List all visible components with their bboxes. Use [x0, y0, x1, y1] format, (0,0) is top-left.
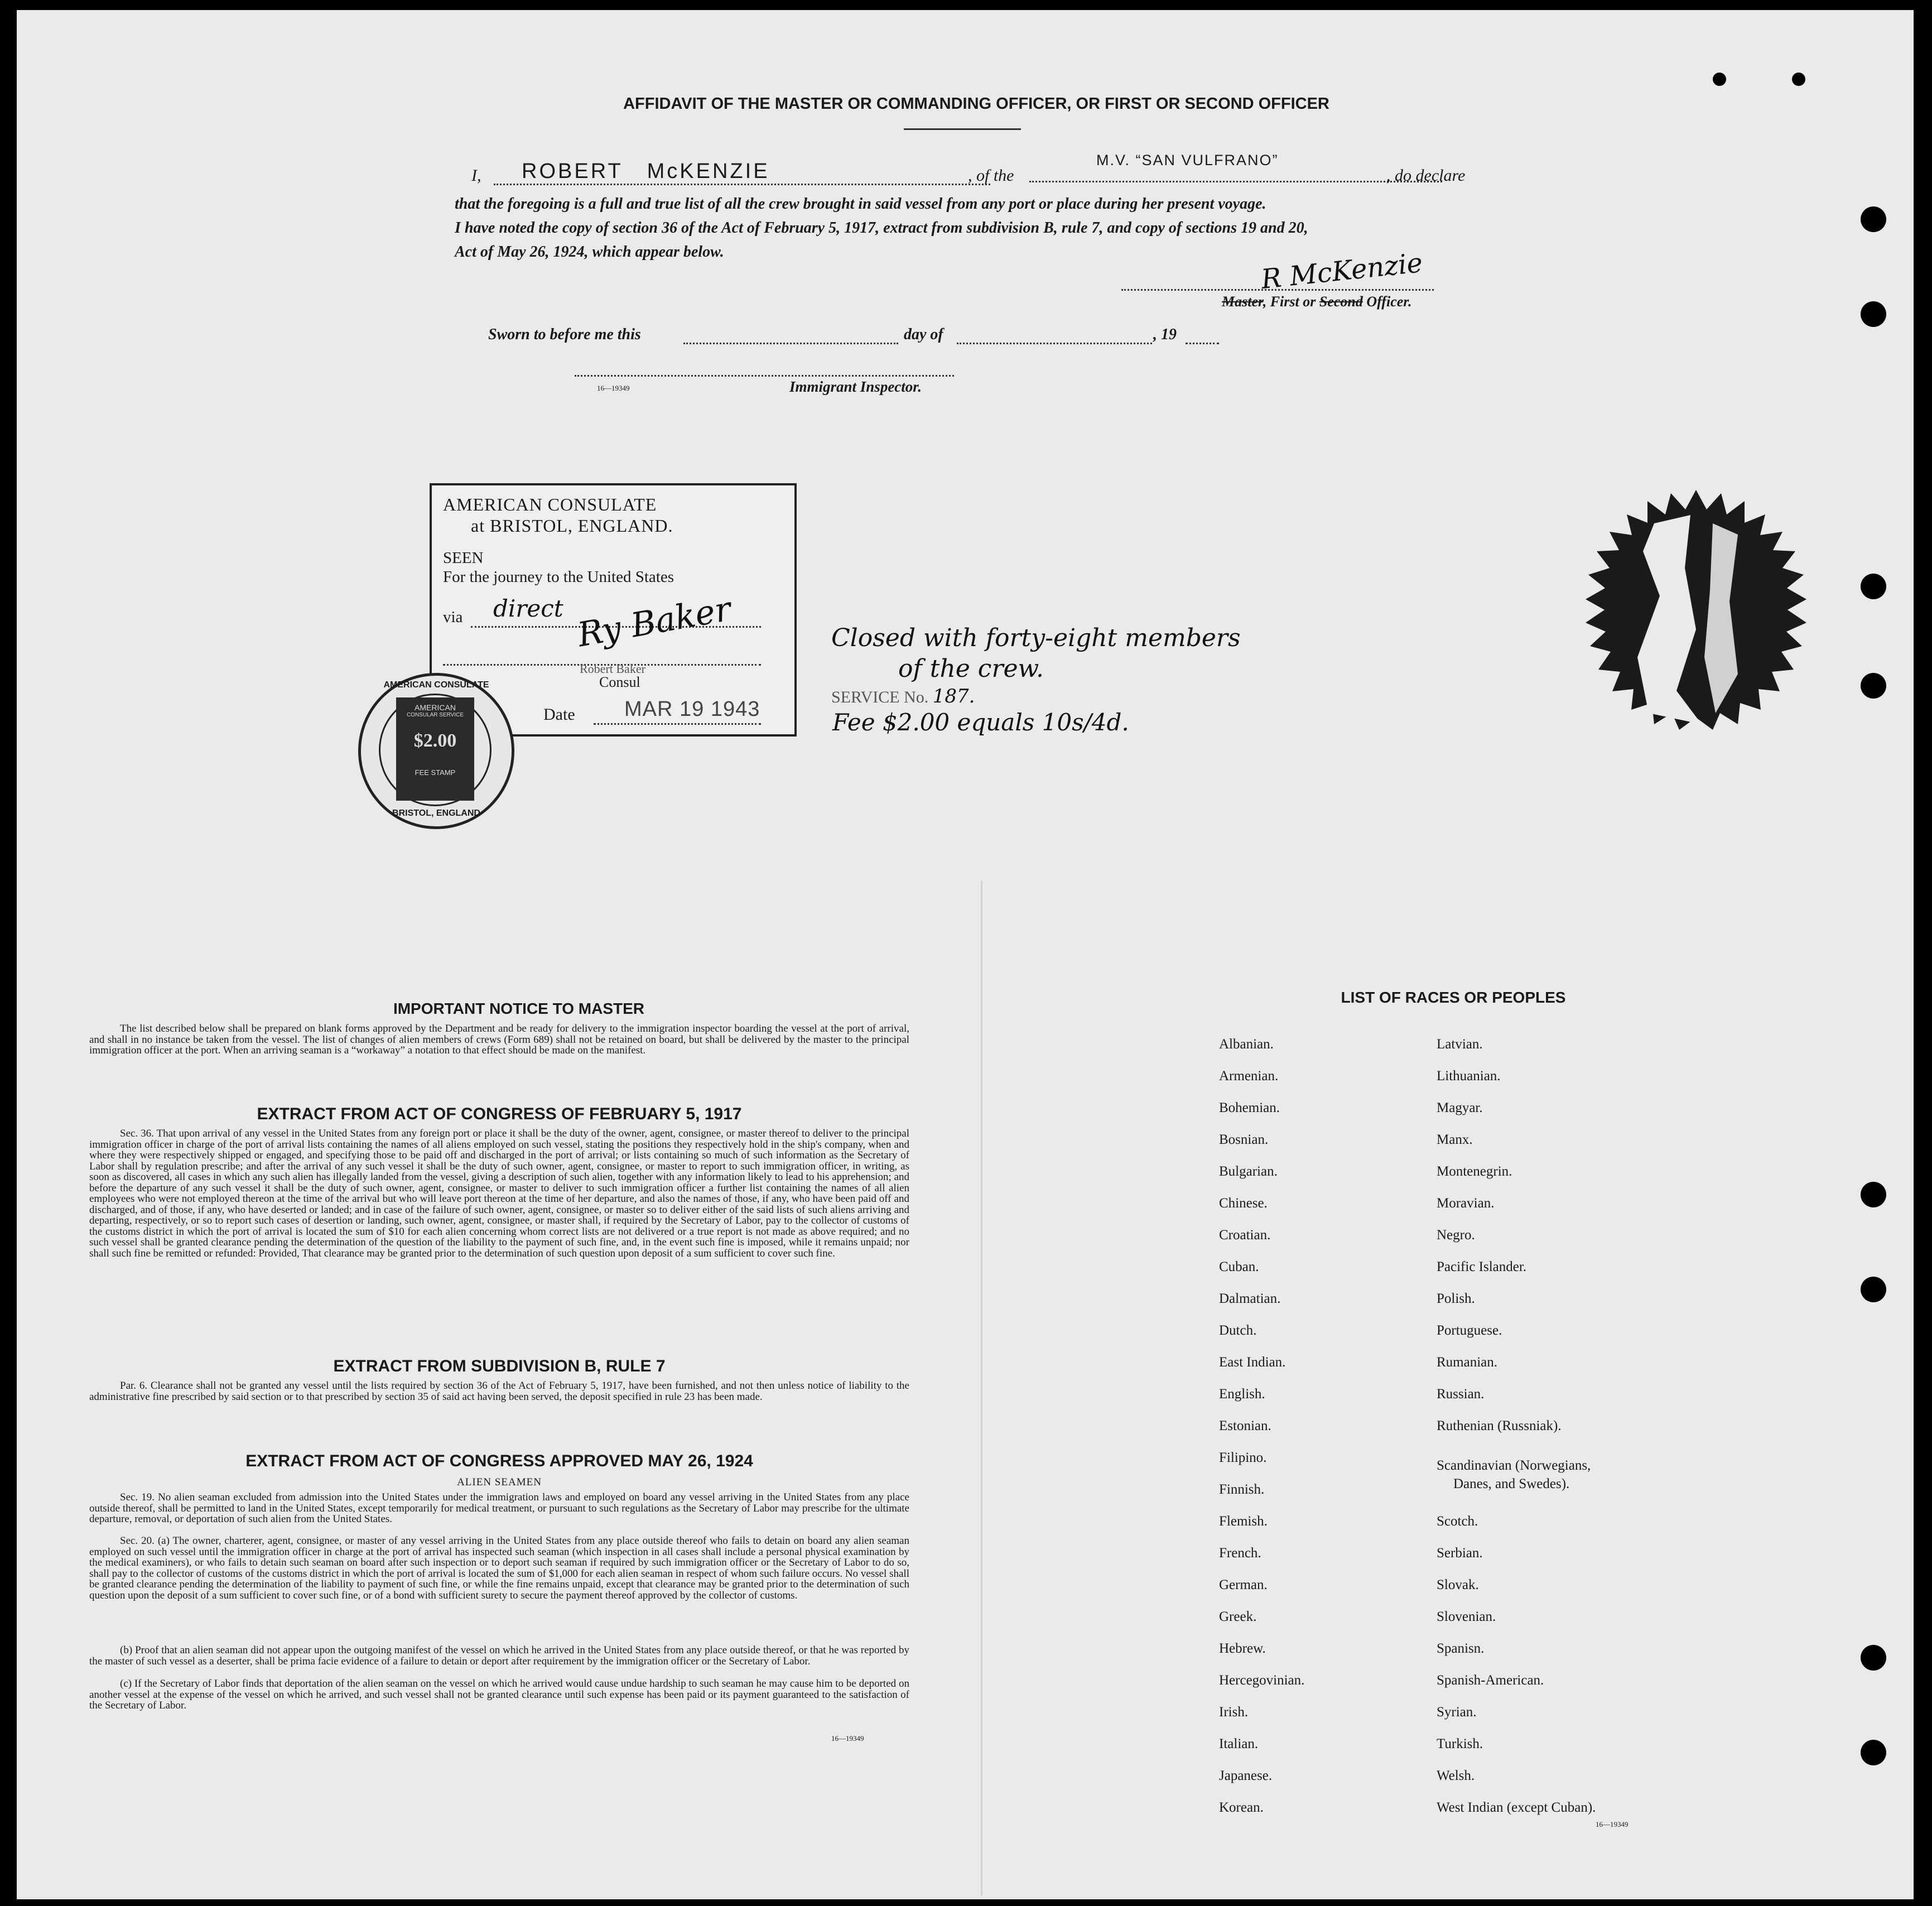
- race-right: Welsh.: [1437, 1768, 1475, 1783]
- officer-name: ROBERT McKENZIE: [494, 160, 990, 185]
- race-right: Spanisn.: [1437, 1641, 1485, 1656]
- races-form-number: 16—19349: [1596, 1820, 1629, 1828]
- sworn-label: Sworn to before me this: [488, 326, 641, 343]
- extract-1924-title: EXTRACT FROM ACT OF CONGRESS APPROVED MAY 26, 1924: [245, 1452, 753, 1470]
- extract-1917-title: EXTRACT FROM ACT OF CONGRESS OF FEBRUARY 5, 1917: [257, 1105, 742, 1123]
- race-right: Slovak.: [1437, 1577, 1479, 1592]
- extract-1924-sec20b: (b) Proof that an alien seaman did not appear upon the outgoing manifest of the vessel on which he arrived in the United States from any place outside thereof, or that he was reported by the master of such vessel as a deserter, shall be prima facie evidence of a failure to detain or deport after requirement by the immigration officer or the Secretary of Labor.: [89, 1644, 909, 1667]
- officer-title-master: Master: [1222, 293, 1263, 310]
- extract-1924-sec20c: (c) If the Secretary of Labor finds that deportation of the alien seaman on the vessel on which he arrived would cause undue hardship to such seaman he may cause him to be deported on another vessel at the expense of the vessel on which he arrived, and such vessel shall not be granted clearance until such expense has been paid or its payment guaranteed to the satisfaction of the Secretary of Labor.: [89, 1678, 909, 1711]
- extract-1924-sec19: Sec. 19. No alien seaman excluded from admission into the United States under the immigration laws and employed on board any vessel arriving in the United States from any place outside thereof, shall be permitted to land in the United States, except temporarily for medical treatment, or pursuant to such regulations as the Secretary of Labor may prescribe for the ultimate departure, removal, or deportation of such alien from the United States.: [89, 1491, 909, 1525]
- race-right: Montenegrin.: [1437, 1164, 1512, 1179]
- race-right: Moravian.: [1437, 1196, 1495, 1211]
- race-right: Polish.: [1437, 1291, 1475, 1306]
- race-right: Rumanian.: [1437, 1355, 1498, 1370]
- do-declare-label: , do declare: [1386, 166, 1466, 185]
- race-left: Bohemian.: [1219, 1100, 1280, 1115]
- race-left: Irish.: [1219, 1705, 1249, 1720]
- via-label: via: [443, 608, 463, 626]
- notice-body: The list described below shall be prepared on blank forms approved by the Department and be ready for delivery to the immigration inspector boarding the vessel at the port of arrival, and shall in no instance be taken from the vessel. The list of changes of alien members of crews (Form 689) shall not be retained on board, but shall be delivered by the master to the principal immigration officer at the port. When an arriving seaman is a “workaway” a notation to that effect should be made on the manifest.: [89, 1023, 909, 1056]
- race-right: Spanish-American.: [1437, 1673, 1544, 1688]
- sworn-month-field: [957, 326, 1152, 344]
- race-right: Magyar.: [1437, 1100, 1483, 1115]
- officer-title-or: or: [1299, 293, 1319, 310]
- extract-1924-subtitle: ALIEN SEAMEN: [457, 1476, 542, 1488]
- race-left: Estonian.: [1219, 1418, 1271, 1433]
- binder-hole: [1861, 1182, 1886, 1207]
- race-left: Dalmatian.: [1219, 1291, 1281, 1306]
- race-left: Chinese.: [1219, 1196, 1268, 1211]
- race-right: Russian.: [1437, 1387, 1485, 1402]
- of-the-label: , of the: [968, 166, 1014, 185]
- race-left: Bulgarian.: [1219, 1164, 1278, 1179]
- race-left: Italian.: [1219, 1736, 1259, 1751]
- annotation-line-1: Closed with forty-eight members: [831, 624, 1241, 652]
- race-left: Hercegovinian.: [1219, 1673, 1305, 1688]
- race-right: Lithuanian.: [1437, 1068, 1501, 1084]
- race-right-continued: Danes, and Swedes).: [1453, 1476, 1570, 1491]
- race-left: Hebrew.: [1219, 1641, 1266, 1656]
- wax-seal-body: [1586, 490, 1806, 730]
- officer-title-second: Second: [1319, 293, 1363, 310]
- binder-hole: [1861, 206, 1886, 232]
- race-left: Armenian.: [1219, 1068, 1279, 1084]
- binder-hole-small: [1792, 73, 1805, 86]
- date-value: MAR 19 1943: [624, 697, 760, 721]
- race-right: Manx.: [1437, 1132, 1473, 1147]
- race-right: Turkish.: [1437, 1736, 1483, 1751]
- service-label: SERVICE No.: [831, 688, 929, 706]
- day-of-label: day of: [904, 326, 943, 343]
- inspector-signature-line: [575, 375, 954, 377]
- consulate-line-2: at BRISTOL, ENGLAND.: [471, 516, 673, 536]
- race-right: Latvian.: [1437, 1037, 1483, 1052]
- race-right: Portuguese.: [1437, 1323, 1502, 1338]
- binder-hole: [1861, 301, 1886, 327]
- consul-name: Robert Baker: [580, 662, 645, 676]
- officer-title-end: Officer.: [1362, 293, 1412, 310]
- document-sheet: [17, 10, 1914, 1899]
- race-left: German.: [1219, 1577, 1268, 1592]
- inspector-form-number: 16—19349: [597, 384, 630, 392]
- race-left: Albanian.: [1219, 1037, 1274, 1052]
- race-left: French.: [1219, 1546, 1261, 1561]
- fee-line: Fee $2.00 equals 10s/4d.: [832, 709, 1129, 736]
- race-left: Flemish.: [1219, 1514, 1268, 1529]
- sworn-line: [488, 326, 1269, 348]
- annotation-line-2: of the crew.: [898, 654, 1044, 683]
- rule7-body: Par. 6. Clearance shall not be granted any vessel until the lists required by section 36 of the Act of February 5, 1917, have been furnished, and not then unless notice of liability to the administrative fine prescribed by said section or to that prescribed by section 35 of said act having been served, the deposit specified in rule 23 has been made.: [89, 1380, 909, 1403]
- signature-line: [1121, 289, 1434, 291]
- declaration-text-2: I have noted the copy of section 36 of the Act of February 5, 1917, extract from subdivision B, rule 7, and copy of sections 19 and 20,: [455, 219, 1308, 237]
- race-left: Korean.: [1219, 1800, 1264, 1815]
- vessel-name: M.V. “SAN VULFRANO”: [1029, 152, 1442, 182]
- races-title: LIST OF RACES OR PEOPLES: [1341, 989, 1566, 1006]
- seen-label: SEEN: [443, 549, 484, 567]
- race-right: West Indian (except Cuban).: [1437, 1800, 1596, 1815]
- officer-title-first: , First: [1263, 293, 1299, 310]
- binder-hole: [1861, 673, 1886, 699]
- year-label: , 19: [1153, 326, 1177, 343]
- extract-1924-sec20a: Sec. 20. (a) The owner, charterer, agent, consignee, or master of any vessel arriving in the United States from any place outside thereof who fails to detain on board any alien seaman employed on such vessel until the immigration officer in charge at the port of arrival has inspected such seaman (which inspection in all cases shall include a personal physical examination by the medical examiners), or who fails to detain such seaman on board after such inspection or to deport such seaman if required by such immigration officer or the Secretary of Labor to do so, shall pay to the collector of customs of the customs district in which the port of arrival is located the sum of $1,000 for each alien seaman in respect of whom such failure occurs. No vessel shall be granted clearance pending the determination of the liability to payment of such fine, or while the fine remains unpaid, except that clearance may be granted prior to the determination of such question upon the deposit of a sum sufficient to cover such fine, or of a bond with sufficient surety to secure the payment thereof approved by the collector of customs.: [89, 1535, 909, 1601]
- race-right: Ruthenian (Russniak).: [1437, 1418, 1562, 1433]
- race-left: English.: [1219, 1387, 1265, 1402]
- race-left: Cuban.: [1219, 1259, 1259, 1274]
- binder-hole: [1861, 1277, 1886, 1302]
- sworn-day-field: [683, 326, 898, 344]
- affidavit-title: AFFIDAVIT OF THE MASTER OR COMMANDING OFFICER, OR FIRST OR SECOND OFFICER: [623, 95, 1329, 113]
- title-rule: [904, 128, 1021, 130]
- seal-ring-top: AMERICAN CONSULATE: [383, 680, 489, 690]
- via-value: direct: [493, 595, 563, 622]
- binder-hole: [1861, 1645, 1886, 1671]
- race-right: Pacific Islander.: [1437, 1259, 1527, 1274]
- declaration-text-1: that the foregoing is a full and true list of all the crew brought in said vessel from any port or place during her present voyage.: [455, 195, 1266, 213]
- race-left: East Indian.: [1219, 1355, 1286, 1370]
- journey-label: For the journey to the United States: [443, 568, 674, 586]
- seal-ring-bottom: BRISTOL, ENGLAND: [392, 808, 480, 818]
- consul-signature: Ry Baker: [575, 589, 734, 655]
- binder-hole-small: [1713, 73, 1726, 86]
- fold-line: [981, 880, 982, 1896]
- race-right: Negro.: [1437, 1228, 1475, 1243]
- i-label: I,: [471, 166, 481, 185]
- race-left: Croatian.: [1219, 1228, 1271, 1243]
- binder-hole: [1861, 574, 1886, 599]
- race-left: Dutch.: [1219, 1323, 1257, 1338]
- date-label: Date: [543, 705, 575, 724]
- fee-stamp-top: AMERICAN: [415, 703, 456, 712]
- fee-stamp-sub: CONSULAR SERVICE: [406, 712, 464, 718]
- race-left: Finnish.: [1219, 1482, 1265, 1497]
- consulate-line-1: AMERICAN CONSULATE: [443, 494, 657, 514]
- officer-title: [1222, 293, 1411, 310]
- declaration-line: [471, 152, 1509, 187]
- sworn-year-field: [1186, 326, 1219, 344]
- officer-signature: R McKenzie: [1259, 247, 1424, 296]
- race-right: Scandinavian (Norwegians,: [1437, 1458, 1591, 1473]
- inspector-label: Immigrant Inspector.: [789, 378, 922, 395]
- binder-hole: [1861, 1740, 1886, 1765]
- race-right: Slovenian.: [1437, 1609, 1496, 1624]
- race-right: Serbian.: [1437, 1546, 1483, 1561]
- race-right: Syrian.: [1437, 1705, 1477, 1720]
- race-right: Scotch.: [1437, 1514, 1478, 1529]
- consul-title: Consul: [599, 674, 640, 690]
- race-left: Bosnian.: [1219, 1132, 1269, 1147]
- declaration-text-3: Act of May 26, 1924, which appear below.: [455, 243, 724, 261]
- fee-stamp-bottom: FEE STAMP: [415, 768, 456, 777]
- service-number-line: [831, 685, 975, 707]
- wax-seal: [1570, 490, 1822, 730]
- fee-stamp-value: $2.00: [413, 730, 457, 751]
- fee-stamp: [396, 697, 474, 801]
- service-number: 187.: [932, 685, 975, 707]
- extract-1917-body: Sec. 36. That upon arrival of any vessel in the United States from any foreign port or place it shall be the duty of the owner, agent, consignee, or master thereof to deliver to the principal immigration officer in charge of the port of arrival lists containing the names of all aliens employed on such vessel, stating the positions they respectively hold in the ship's company, when and where they were respectively shipped or engaged, and specifying those to be paid off and discharged in the port of arrival; or lists containing so much of such information as the Secretary of Labor shall by regulation prescribe; and after the arrival of any such vessel it shall be the duty of such owner, agent, consignee, or master to report to such immigration officer, in writing, as soon as discovered, all cases in which any such alien has illegally landed from the vessel, giving a description of such alien, together with any information likely to lead to his apprehension; and before the departure of any such vessel it shall be the duty of such owner, agent, consignee, or master to deliver to such immigration officer a further list containing the names of all alien employees who were not employed thereon at the time of the arrival but who will leave port thereon at the time of her departure, and also the names of those, if any, who have been paid off and discharged, and of those, if any, who have deserted or landed; and in case of the failure of such owner, agent, consignee, or master so to deliver either of the said lists of such aliens arriving and departing, respectively, or so to report such cases of desertion or landing, such owner, agent, consignee, or master shall, if required by the Secretary of Labor, pay to the collector of customs of the customs district in which the port of arrival is located the sum of $10 for each alien concerning whom correct lists are not delivered or a true report is not made as above required; and no such vessel shall be granted clearance pending the determination of the question of the liability to the payment of such fine, and, in the event such fine is imposed, while it remains unpaid; nor shall such fine be remitted or refunded: Provided, That clearance may be granted prior to the determination of such question upon deposit of a sum sufficient to cover such fine.: [89, 1128, 909, 1259]
- extract-1924-form-number: 16—19349: [831, 1734, 864, 1743]
- notice-title: IMPORTANT NOTICE TO MASTER: [393, 1000, 645, 1017]
- race-left: Japanese.: [1219, 1768, 1273, 1783]
- race-left: Filipino.: [1219, 1450, 1267, 1465]
- race-left: Greek.: [1219, 1609, 1257, 1624]
- rule7-title: EXTRACT FROM SUBDIVISION B, RULE 7: [333, 1357, 666, 1375]
